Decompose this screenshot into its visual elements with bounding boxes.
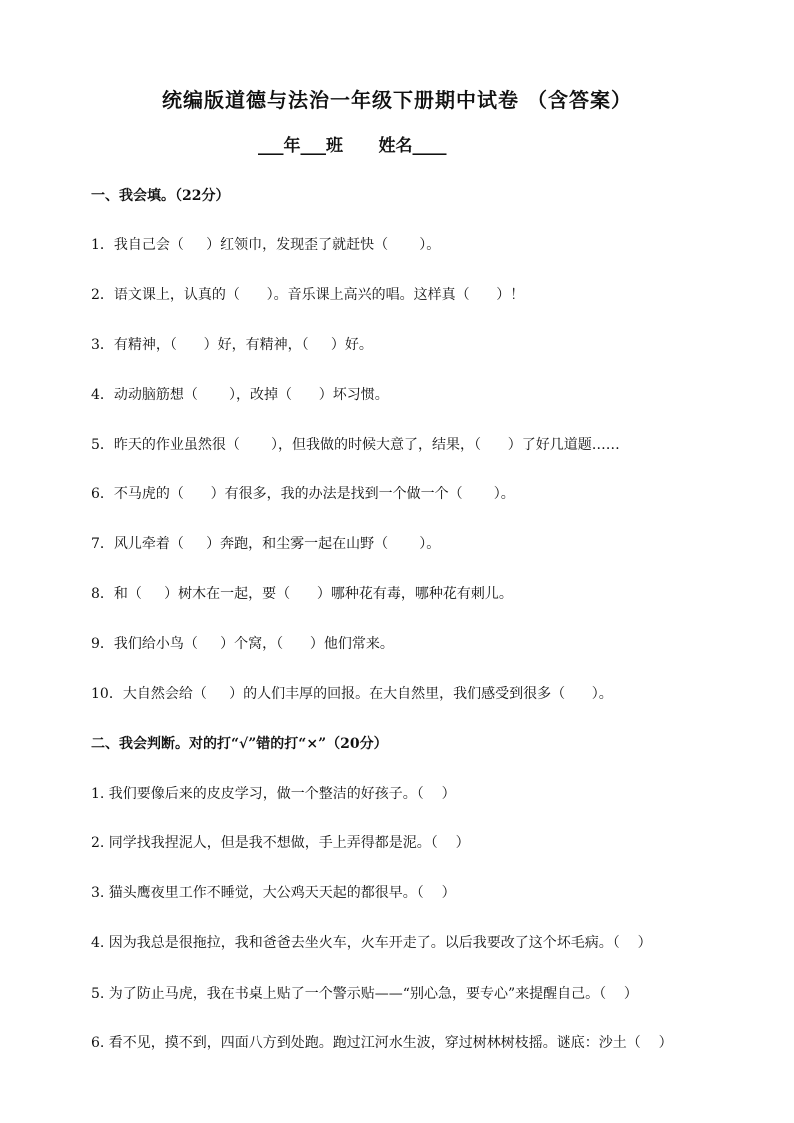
question-2-4: 4. 因为我总是很拖拉，我和爸爸去坐火车，火车开走了。以后我要改了这个坏毛病。（ ） xyxy=(91,935,652,951)
question-1-7: 7．风儿牵着（ ）奔跑，和尘雾一起在山野（ ）。 xyxy=(91,536,441,552)
question-1-6: 6．不马虎的（ ）有很多，我的办法是找到一个做一个（ ）。 xyxy=(91,486,515,502)
class-name-line: ___年___班 姓名____ xyxy=(258,136,447,156)
question-2-5: 5. 为了防止马虎，我在书桌上贴了一个警示贴——“别心急，要专心”来提醒自己。（ ） xyxy=(91,986,638,1002)
section-2-heading: 二、我会判断。对的打“√”错的打“×”（20分） xyxy=(91,736,388,752)
question-1-5: 5．昨天的作业虽然很（ ），但我做的时候大意了，结果，（ ）了好几道题…… xyxy=(91,437,620,453)
question-2-2: 2. 同学找我捏泥人，但是我不想做，手上弄得都是泥。（ ） xyxy=(91,835,470,851)
question-2-1: 1. 我们要像后来的皮皮学习，做一个整洁的好孩子。（ ） xyxy=(91,786,456,802)
question-1-2: 2．语文课上，认真的（ ）。音乐课上高兴的唱。这样真（ ）！ xyxy=(91,287,525,303)
question-1-8: 8．和（ ）树木在一起，要（ ）哪种花有毒，哪种花有刺儿。 xyxy=(91,586,513,602)
question-1-4: 4．动动脑筋想（ ），改掉（ ）坏习惯。 xyxy=(91,387,389,403)
question-1-3: 3．有精神，（ ）好，有精神，（ ）好。 xyxy=(91,337,373,353)
question-2-6: 6. 看不见，摸不到，四面八方到处跑。跑过江河水生波，穿过树林树枝摇。谜底：沙土（ ） xyxy=(91,1035,673,1051)
section-1-heading: 一、我会填。（22分） xyxy=(91,188,230,204)
question-2-3: 3. 猫头鹰夜里工作不睡觉，大公鸡天天起的都很早。（ ） xyxy=(91,885,456,901)
page-title: 统编版道德与法治一年级下册期中试卷 （含答案） xyxy=(162,88,632,112)
question-1-1: 1．我自己会（ ）红领巾，发现歪了就赶快（ ）。 xyxy=(91,237,441,253)
question-1-10: 10．大自然会给（ ）的人们丰厚的回报。在大自然里，我们感受到很多（ ）。 xyxy=(91,686,613,702)
question-1-9: 9．我们给小鸟（ ）个窝，（ ）他们常来。 xyxy=(91,636,394,652)
